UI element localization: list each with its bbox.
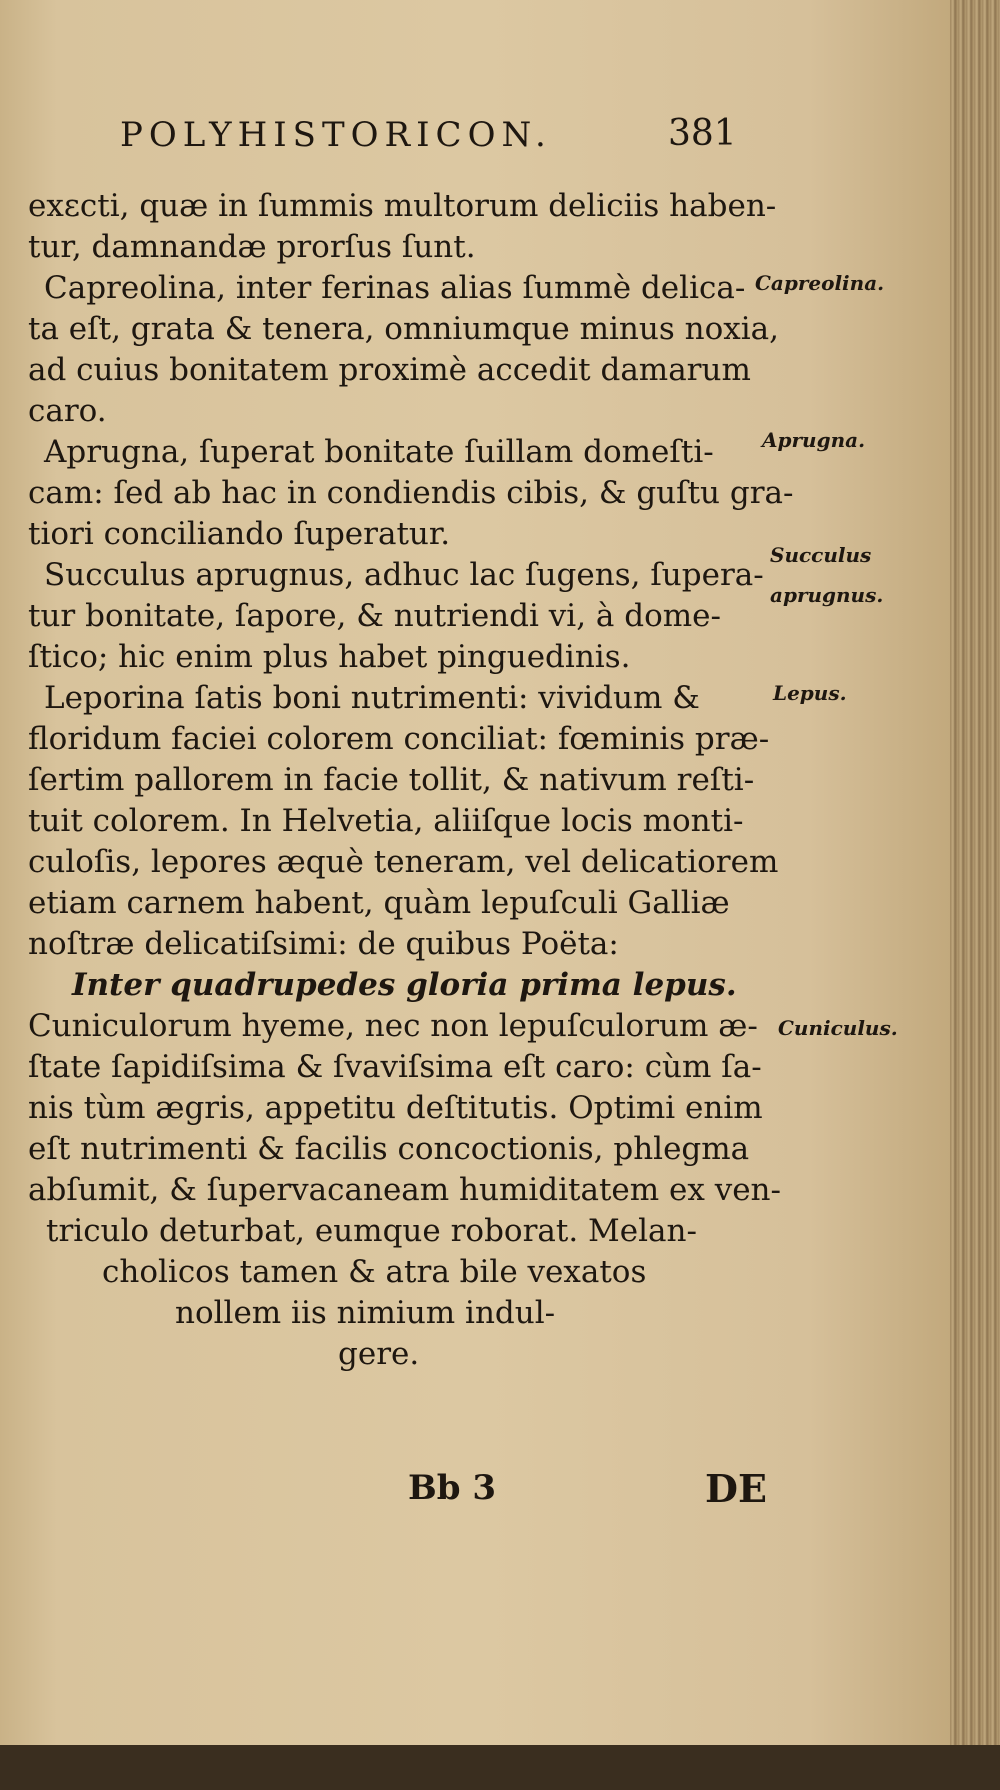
body-line: cam: ſed ab hac in condiendis cibis, & guſtu gra- <box>28 475 794 511</box>
margin-note-succulus: Succulus <box>770 543 872 567</box>
body-line: tuit colorem. In Helvetia, aliiſque locis monti- <box>28 803 744 839</box>
margin-note-capreolina: Capreolina. <box>755 271 885 295</box>
margin-note-lepus: Lepus. <box>773 681 847 705</box>
body-line: ſertim pallorem in facie tollit, & nativum reſti- <box>28 762 755 798</box>
body-line: eſt nutrimenti & facilis concoctionis, phlegma <box>28 1131 750 1167</box>
body-line: tur bonitate, ſapore, & nutriendi vi, à dome- <box>28 598 721 634</box>
body-line: ad cuius bonitatem proximè accedit damarum <box>28 352 751 388</box>
page-fore-edge <box>950 0 1000 1790</box>
body-line: tur, damnandæ prorſus ſunt. <box>28 229 476 265</box>
body-line: cholicos tamen & atra bile vexatos <box>102 1254 647 1290</box>
body-line: Leporina ſatis boni nutrimenti: vividum & <box>44 680 700 716</box>
running-title: POLYHISTORICON. <box>120 115 552 155</box>
catchword: DE <box>705 1466 767 1511</box>
printer-signature: Bb 3 <box>408 1468 497 1508</box>
body-line: floridum faciei colorem conciliat: fœminis præ- <box>28 721 770 757</box>
bottom-background <box>0 1745 1000 1790</box>
body-line: caro. <box>28 393 107 429</box>
body-line: abſumit, & ſupervacaneam humiditatem ex ven- <box>28 1172 781 1208</box>
margin-note-cuniculus: Cuniculus. <box>778 1016 898 1040</box>
body-line: ſtate ſapidiſsima & ſvaviſsima eſt caro: cùm ſa- <box>28 1049 762 1085</box>
body-line: noſtræ delicatiſsimi: de quibus Poëta: <box>28 926 619 962</box>
body-line: Aprugna, ſuperat bonitate ſuillam domeſti- <box>44 434 714 470</box>
body-line: nollem iis nimium indul- <box>175 1295 556 1331</box>
body-line: gere. <box>338 1336 420 1372</box>
body-line: Cuniculorum hyeme, nec non lepuſculorum æ- <box>28 1008 758 1044</box>
body-line: nis tùm ægris, appetitu deſtitutis. Optimi enim <box>28 1090 763 1126</box>
body-line: etiam carnem habent, quàm lepuſculi Galliæ <box>28 885 730 921</box>
body-line: tiori conciliando ſuperatur. <box>28 516 451 552</box>
body-line: Capreolina, inter ferinas alias ſummè delica- <box>44 270 746 306</box>
body-line: ta eſt, grata & tenera, omniumque minus noxia, <box>28 311 779 347</box>
verse-quotation: Inter quadrupedes gloria prima lepus. <box>72 967 737 1003</box>
body-line: culoſis, lepores æquè teneram, vel delicatiorem <box>28 844 779 880</box>
page-number: 381 <box>668 113 737 154</box>
body-line: triculo deturbat, eumque roborat. Melan- <box>46 1213 697 1249</box>
margin-note-aprugna: Aprugna. <box>762 428 866 452</box>
body-line: Succulus aprugnus, adhuc lac ſugens, ſupera- <box>44 557 764 593</box>
body-line: ſtico; hic enim plus habet pinguedinis. <box>28 639 631 675</box>
body-line: exεcti, quæ in ſummis multorum deliciis haben- <box>28 188 777 224</box>
margin-note-aprugnus: aprugnus. <box>770 583 884 607</box>
